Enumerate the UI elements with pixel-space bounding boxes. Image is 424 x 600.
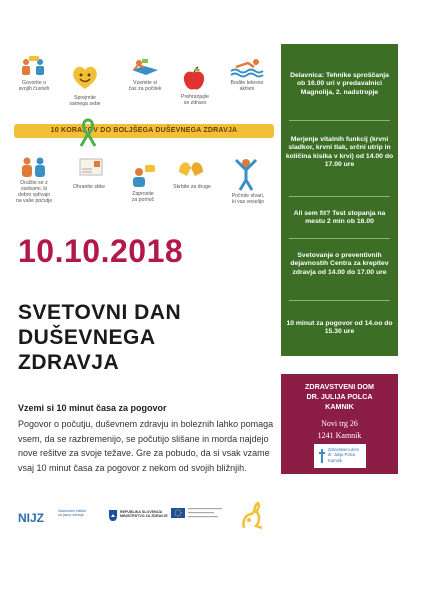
slovenia-coat-of-arms-icon [108,509,118,522]
schedule-item: Merjenje vitalnih funkcij (krvni sladkor, krvni tlak, srčni utrip in količina kisika v krvi) od 14.00 do 17.00 ure [285,136,394,168]
banner-text: 10 KORAKOV DO BOLJŠEGA DUŠEVNEGA ZDRAVJA [50,127,238,134]
lead-text: Vzemi si 10 minut časa za pogovor [18,403,167,413]
icon-label: Skrbite za druge [173,184,211,190]
icon-label: Bodite telesno aktivni [230,80,264,92]
eu-fund-logo-icon [188,506,222,520]
apple-icon [182,66,206,92]
clinic-logo-icon [317,448,327,464]
organizer-city: 1241 Kamnik [317,431,362,440]
organizer-name [281,382,398,412]
organizer-name-line: DR. JULIJA POLCA [306,392,373,401]
title-line: ZDRAVJA [18,351,120,374]
schedule-panel [281,44,398,356]
page-title [18,300,181,375]
nijz-logo [18,509,44,527]
ribbon-icon [78,118,98,148]
schedule-item: 10 minut za pogovor od 14.oo do 15.30 ure [286,320,393,336]
logo-text: dr. Julija Polca [328,452,355,458]
icon-label: Družite se z osebami, ki dobro vplivajo na vaše počutje [15,180,53,204]
icon-label: Sprejmite samega sebe [69,95,101,107]
logo-text: Kamnik [328,457,342,463]
organizer-name-line: KAMNIK [325,402,354,411]
group-talk-icon [20,56,48,78]
body-text: Pogovor o počutju, duševnem zdravju in boleznih lahko pomaga vsem, da se razbremenijo, se počutijo slišane in morda najdejo nove rešitve za svoje težave. Gre za pobudo, da si vsak vzame vsaj 10 minut časa za pogovor z nekom od svojih bližnjih. [18,419,274,473]
icon-label: Ohranite stike [72,184,105,190]
schedule-item: Ali sem fit? Test stopanja na mestu 2 min ob 16.00 [293,210,386,226]
eu-flag-icon [171,508,185,518]
logo-text: Zdravstveni dom [328,447,359,452]
divider [289,300,390,301]
helping-hands-icon [176,156,206,180]
icon-label: Vzemite si čas za počitek [128,80,162,92]
icon-label: Govorite o svojih čustvih [18,80,50,92]
icon-label: Počnite stvari, ki vas veselijo [231,193,265,205]
icon-label: Prehranjujte se zdravo [181,94,209,106]
ten-steps-banner [14,124,274,138]
organizer-street: Novi trg 26 [321,419,358,428]
organizer-logo [314,444,366,468]
organizer-name-line: ZDRAVSTVENI DOM [305,382,374,391]
nijz-text: NIJZ [18,511,45,525]
smiley-icon [70,62,100,92]
nijz-subtitle [58,509,86,518]
ministry-text [120,510,168,519]
swimmer-icon [230,56,264,78]
family-icon [20,156,48,178]
nijz-sub-line: Nacionalni inštitut [58,509,87,513]
ministry-line: MINISTRSTVO ZA ZDRAVJE [120,514,168,519]
title-line: SVETOVNI DAN [18,301,182,324]
letters-icon [78,156,104,178]
nijz-sub-line: za javno zdravje [58,513,84,518]
person-speech-icon [130,164,156,188]
organizer-panel [281,374,398,474]
ministry-line: REPUBLIKA SLOVENIJA [120,510,163,514]
schedule-item: Delavnica: Tehnike sproščanja ob 16.00 uri v predavalnici Magnolija, 2. nadstropje [290,72,389,96]
kangaroo-logo-icon [236,500,266,530]
reading-icon [130,56,160,78]
cheering-icon [232,154,260,192]
divider [289,238,390,239]
title-line: DUŠEVNEGA [18,326,156,349]
icon-label: Zaprosite za pomoč [131,191,155,203]
event-date: 10.10.2018 [18,233,184,269]
schedule-item: Svetovanje o preventivnih dejavnostih Centra za krepitev zdravja od 14.00 do 17.00 ure [290,252,389,276]
divider [289,120,390,121]
divider [289,196,390,197]
